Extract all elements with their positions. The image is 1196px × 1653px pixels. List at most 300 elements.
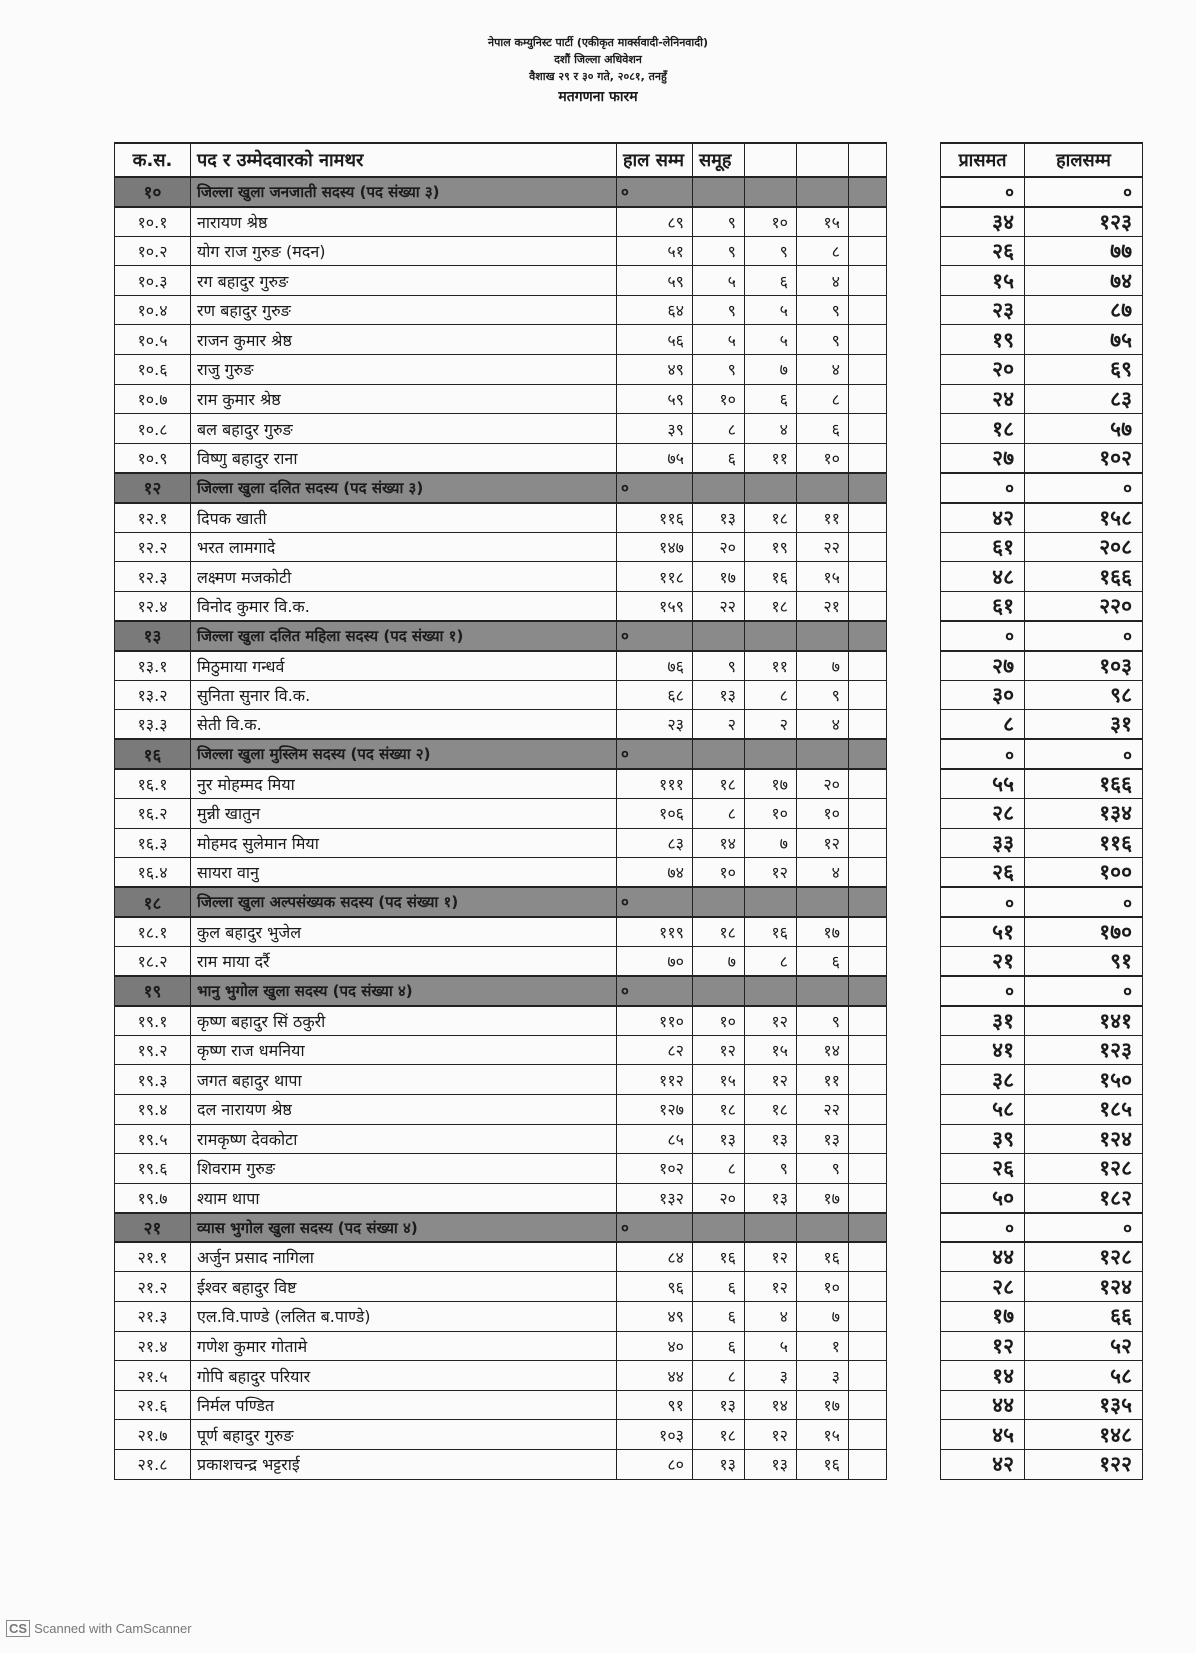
group-votes-2: १२ [745, 1272, 797, 1302]
candidate-result-row [941, 355, 1143, 385]
blank-cell [849, 946, 887, 976]
group-votes-2: १३ [745, 1183, 797, 1213]
section-blank [693, 473, 745, 503]
candidate-name: विनोद कुमार वि.क. [191, 591, 617, 621]
received-votes: २७ [941, 651, 1025, 681]
received-votes: २७ [941, 443, 1025, 473]
total-votes: ७५ [1025, 325, 1143, 355]
group-votes-2: १२ [745, 858, 797, 888]
group-votes-1: १३ [693, 680, 745, 710]
group-votes-2: ११ [745, 651, 797, 681]
section-number: १६ [115, 739, 191, 769]
votes-till-now: ८३ [617, 828, 693, 858]
section-blank [745, 1213, 797, 1243]
scanner-text: Scanned with CamScanner [34, 1621, 192, 1636]
group-votes-1: १८ [693, 917, 745, 947]
total-votes: ९८ [1025, 680, 1143, 710]
section-result-row [941, 1213, 1143, 1243]
candidate-serial: २१.२ [115, 1272, 191, 1302]
group-votes-2: ११ [745, 443, 797, 473]
total-votes: १०२ [1025, 443, 1143, 473]
convention-date: वैशाख २९ र ३० गते, २०८१, तनहुँ [529, 70, 667, 83]
group-votes-1: ८ [693, 1154, 745, 1184]
group-votes-1: १३ [693, 1390, 745, 1420]
received-votes: ० [941, 887, 1025, 917]
votes-till-now: ५९ [617, 384, 693, 414]
section-blank [745, 473, 797, 503]
votes-till-now: ३९ [617, 414, 693, 444]
candidate-serial: १०.८ [115, 414, 191, 444]
total-votes: १७० [1025, 917, 1143, 947]
votes-till-now: ७६ [617, 651, 693, 681]
received-votes: २६ [941, 858, 1025, 888]
blank-cell [849, 1006, 887, 1036]
candidate-name: सायरा वानु [191, 858, 617, 888]
candidate-row [115, 591, 887, 621]
candidate-row [115, 858, 887, 888]
total-votes: ० [1025, 887, 1143, 917]
section-blank [797, 621, 849, 651]
group-votes-1: १५ [693, 1065, 745, 1095]
header-blank [849, 143, 887, 177]
group-votes-3: ७ [797, 1302, 849, 1332]
votes-till-now: ५१ [617, 236, 693, 266]
blank-cell [849, 1450, 887, 1480]
votes-till-now: ४९ [617, 1302, 693, 1332]
candidate-row [115, 532, 887, 562]
votes-till-now: १०६ [617, 798, 693, 828]
received-votes: ५५ [941, 769, 1025, 799]
candidate-name: कृष्ण राज धमनिया [191, 1035, 617, 1065]
group-votes-3: १६ [797, 1450, 849, 1480]
blank-cell [849, 651, 887, 681]
candidate-serial: २१.५ [115, 1361, 191, 1391]
group-votes-3: १५ [797, 207, 849, 237]
blank-cell [849, 295, 887, 325]
candidate-name: नारायण श्रेष्ठ [191, 207, 617, 237]
section-blank [797, 887, 849, 917]
section-header-row [115, 887, 887, 917]
section-title: जिल्ला खुला दलित सदस्य (पद संख्या ३) [191, 473, 617, 503]
votes-till-now: २३ [617, 710, 693, 740]
section-number: १९ [115, 976, 191, 1006]
candidate-name: भरत लामगादे [191, 532, 617, 562]
group-votes-3: ४ [797, 858, 849, 888]
candidate-result-row [941, 858, 1143, 888]
blank-cell [849, 266, 887, 296]
section-blank [849, 177, 887, 207]
section-header-row [115, 621, 887, 651]
received-votes: ० [941, 473, 1025, 503]
section-result-row [941, 976, 1143, 1006]
section-number: १२ [115, 473, 191, 503]
blank-cell [849, 1094, 887, 1124]
votes-till-now: १४७ [617, 532, 693, 562]
received-votes: १८ [941, 414, 1025, 444]
section-result-row [941, 887, 1143, 917]
header-received-votes: प्रासमत [941, 143, 1025, 177]
votes-till-now: ४४ [617, 1361, 693, 1391]
group-votes-2: १३ [745, 1124, 797, 1154]
candidate-result-row [941, 236, 1143, 266]
group-votes-3: २२ [797, 1094, 849, 1124]
candidate-name: गणेश कुमार गोतामे [191, 1331, 617, 1361]
group-votes-1: १२ [693, 1035, 745, 1065]
candidate-row [115, 1302, 887, 1332]
candidate-serial: १६.२ [115, 798, 191, 828]
group-votes-3: २० [797, 769, 849, 799]
blank-cell [849, 1242, 887, 1272]
candidate-row [115, 828, 887, 858]
blank-cell [849, 562, 887, 592]
candidate-serial: १०.५ [115, 325, 191, 355]
group-votes-1: ८ [693, 414, 745, 444]
group-votes-3: १३ [797, 1124, 849, 1154]
candidate-row [115, 414, 887, 444]
candidate-name: लक्ष्मण मजकोटी [191, 562, 617, 592]
section-title: जिल्ला खुला दलित महिला सदस्य (पद संख्या १) [191, 621, 617, 651]
candidate-serial: १२.२ [115, 532, 191, 562]
group-votes-1: २० [693, 1183, 745, 1213]
received-votes: ४८ [941, 562, 1025, 592]
received-votes: ३८ [941, 1065, 1025, 1095]
candidate-row [115, 651, 887, 681]
candidate-row [115, 384, 887, 414]
votes-till-now: ४० [617, 1331, 693, 1361]
group-votes-3: ९ [797, 1006, 849, 1036]
section-blank [745, 177, 797, 207]
total-votes: ९१ [1025, 946, 1143, 976]
group-votes-3: १७ [797, 1390, 849, 1420]
candidate-name: नुर मोहम्मद मिया [191, 769, 617, 799]
votes-till-now: ११६ [617, 503, 693, 533]
group-votes-3: ७ [797, 651, 849, 681]
candidate-row [115, 1331, 887, 1361]
candidate-serial: १०.१ [115, 207, 191, 237]
group-votes-3: ८ [797, 236, 849, 266]
candidate-serial: २१.१ [115, 1242, 191, 1272]
candidate-serial: १९.२ [115, 1035, 191, 1065]
received-votes: ४२ [941, 503, 1025, 533]
total-votes: २०८ [1025, 532, 1143, 562]
total-votes: २२० [1025, 591, 1143, 621]
votes-till-now: ८० [617, 1450, 693, 1480]
candidate-row [115, 325, 887, 355]
total-votes: ० [1025, 473, 1143, 503]
candidate-serial: १६.३ [115, 828, 191, 858]
candidate-row [115, 1272, 887, 1302]
candidate-name: राजु गुरुङ [191, 355, 617, 385]
candidate-serial: १०.९ [115, 443, 191, 473]
candidate-row [115, 1035, 887, 1065]
candidate-serial: १३.१ [115, 651, 191, 681]
received-votes: ४१ [941, 1035, 1025, 1065]
section-header-row [115, 473, 887, 503]
convention-name: दशौं जिल्ला अधिवेशन [554, 53, 642, 66]
candidate-result-row [941, 1124, 1143, 1154]
total-votes: ७४ [1025, 266, 1143, 296]
group-votes-3: ९ [797, 295, 849, 325]
section-blank [797, 1213, 849, 1243]
received-votes: ५० [941, 1183, 1025, 1213]
group-votes-2: १४ [745, 1390, 797, 1420]
total-votes: १५८ [1025, 503, 1143, 533]
group-votes-1: ८ [693, 1361, 745, 1391]
vote-count-sheet [114, 142, 1144, 1550]
group-votes-1: १३ [693, 1450, 745, 1480]
blank-cell [849, 325, 887, 355]
group-votes-2: १९ [745, 532, 797, 562]
group-votes-2: १३ [745, 1450, 797, 1480]
group-votes-3: १४ [797, 1035, 849, 1065]
candidate-name: जगत बहादुर थापा [191, 1065, 617, 1095]
group-votes-3: ६ [797, 414, 849, 444]
candidate-serial: २१.३ [115, 1302, 191, 1332]
group-votes-1: ५ [693, 266, 745, 296]
received-votes: ४२ [941, 1450, 1025, 1480]
group-votes-1: १७ [693, 562, 745, 592]
received-votes: ३० [941, 680, 1025, 710]
candidate-serial: १०.४ [115, 295, 191, 325]
section-till-now: ० [617, 1213, 693, 1243]
votes-till-now: १०२ [617, 1154, 693, 1184]
candidate-row [115, 946, 887, 976]
candidate-result-row [941, 562, 1143, 592]
group-votes-2: १२ [745, 1065, 797, 1095]
group-votes-1: १० [693, 858, 745, 888]
section-header-row [115, 1213, 887, 1243]
section-title: व्यास भुगोल खुला सदस्य (पद संख्या ४) [191, 1213, 617, 1243]
candidate-name: अर्जुन प्रसाद नागिला [191, 1242, 617, 1272]
candidate-name: सेती वि.क. [191, 710, 617, 740]
candidate-result-row [941, 414, 1143, 444]
candidate-row [115, 798, 887, 828]
votes-till-now: ११९ [617, 917, 693, 947]
group-votes-1: ८ [693, 798, 745, 828]
section-blank [849, 739, 887, 769]
votes-till-now: ११० [617, 1006, 693, 1036]
total-votes: ५२ [1025, 1331, 1143, 1361]
group-votes-1: १० [693, 1006, 745, 1036]
section-blank [693, 1213, 745, 1243]
section-blank [797, 177, 849, 207]
candidate-result-row [941, 1183, 1143, 1213]
section-blank [745, 976, 797, 1006]
candidate-name: दल नारायण श्रेष्ठ [191, 1094, 617, 1124]
candidate-result-row [941, 1390, 1143, 1420]
total-votes: १२३ [1025, 1035, 1143, 1065]
section-blank [849, 473, 887, 503]
group-votes-2: १६ [745, 917, 797, 947]
blank-cell [849, 1361, 887, 1391]
group-votes-2: १० [745, 798, 797, 828]
group-votes-2: १० [745, 207, 797, 237]
candidate-name: राम माया दर्रै [191, 946, 617, 976]
candidate-row [115, 917, 887, 947]
received-votes: २१ [941, 946, 1025, 976]
group-votes-3: १२ [797, 828, 849, 858]
section-title: जिल्ला खुला जनजाती सदस्य (पद संख्या ३) [191, 177, 617, 207]
total-votes: ८३ [1025, 384, 1143, 414]
header-total-votes: हालसम्म [1025, 143, 1143, 177]
candidate-result-row [941, 295, 1143, 325]
table-header [115, 143, 887, 177]
blank-cell [849, 414, 887, 444]
group-votes-2: ३ [745, 1361, 797, 1391]
votes-till-now: ८९ [617, 207, 693, 237]
result-table [940, 142, 1143, 1480]
candidate-name: मोहमद सुलेमान मिया [191, 828, 617, 858]
votes-till-now: १५९ [617, 591, 693, 621]
group-votes-2: १८ [745, 1094, 797, 1124]
total-votes: ० [1025, 976, 1143, 1006]
group-votes-3: १० [797, 1272, 849, 1302]
received-votes: १५ [941, 266, 1025, 296]
candidate-name: राम कुमार श्रेष्ठ [191, 384, 617, 414]
candidate-result-row [941, 1154, 1143, 1184]
section-result-row [941, 739, 1143, 769]
blank-cell [849, 503, 887, 533]
received-votes: ३१ [941, 1006, 1025, 1036]
candidate-serial: १९.५ [115, 1124, 191, 1154]
group-votes-2: ५ [745, 295, 797, 325]
received-votes: १४ [941, 1361, 1025, 1391]
section-till-now: ० [617, 887, 693, 917]
candidate-name: प्रकाशचन्द्र भट्टराई [191, 1450, 617, 1480]
votes-till-now: ८५ [617, 1124, 693, 1154]
candidate-result-row [941, 710, 1143, 740]
group-votes-1: ९ [693, 236, 745, 266]
total-votes: ० [1025, 1213, 1143, 1243]
section-header-row [115, 177, 887, 207]
blank-cell [849, 1183, 887, 1213]
total-votes: १४८ [1025, 1420, 1143, 1450]
group-votes-3: १६ [797, 1242, 849, 1272]
group-votes-2: ७ [745, 828, 797, 858]
candidate-row [115, 295, 887, 325]
candidate-row [115, 1183, 887, 1213]
total-votes: ५८ [1025, 1361, 1143, 1391]
received-votes: ० [941, 739, 1025, 769]
candidate-result-row [941, 591, 1143, 621]
votes-till-now: ७० [617, 946, 693, 976]
header-group: समूह [693, 143, 745, 177]
group-votes-3: ४ [797, 355, 849, 385]
blank-cell [849, 680, 887, 710]
section-blank [693, 177, 745, 207]
candidate-result-row [941, 1331, 1143, 1361]
votes-till-now: ६४ [617, 295, 693, 325]
form-title: मतगणना फारम [558, 89, 638, 105]
group-votes-2: ५ [745, 1331, 797, 1361]
group-votes-3: २१ [797, 591, 849, 621]
blank-cell [849, 236, 887, 266]
candidate-name: योग राज गुरुङ (मदन) [191, 236, 617, 266]
group-votes-3: ४ [797, 710, 849, 740]
total-votes: ११६ [1025, 828, 1143, 858]
candidate-name: निर्मल पण्डित [191, 1390, 617, 1420]
candidate-row [115, 443, 887, 473]
candidate-result-row [941, 1420, 1143, 1450]
group-votes-1: १३ [693, 503, 745, 533]
received-votes: ३९ [941, 1124, 1025, 1154]
candidate-name: सुनिता सुनार वि.क. [191, 680, 617, 710]
votes-till-now: ६८ [617, 680, 693, 710]
total-votes: ० [1025, 621, 1143, 651]
section-result-row [941, 177, 1143, 207]
candidate-serial: १६.४ [115, 858, 191, 888]
group-votes-1: ५ [693, 325, 745, 355]
section-number: २१ [115, 1213, 191, 1243]
section-title: जिल्ला खुला अल्पसंख्यक सदस्य (पद संख्या १) [191, 887, 617, 917]
section-blank [849, 887, 887, 917]
total-votes: १२४ [1025, 1272, 1143, 1302]
candidate-name: शिवराम गुरुङ [191, 1154, 617, 1184]
candidate-row [115, 1390, 887, 1420]
group-votes-2: १८ [745, 503, 797, 533]
total-votes: १०० [1025, 858, 1143, 888]
blank-cell [849, 355, 887, 385]
candidate-serial: १२.४ [115, 591, 191, 621]
section-header-row [115, 739, 887, 769]
total-votes: १८२ [1025, 1183, 1143, 1213]
group-votes-3: १५ [797, 562, 849, 592]
blank-cell [849, 917, 887, 947]
received-votes: २६ [941, 1154, 1025, 1184]
candidate-serial: २१.८ [115, 1450, 191, 1480]
candidate-name: मुन्नी खातुन [191, 798, 617, 828]
candidate-row [115, 503, 887, 533]
section-blank [745, 739, 797, 769]
received-votes: १२ [941, 1331, 1025, 1361]
total-votes: १२३ [1025, 207, 1143, 237]
candidate-row [115, 1006, 887, 1036]
blank-cell [849, 1331, 887, 1361]
candidate-result-row [941, 1242, 1143, 1272]
candidate-serial: १९.६ [115, 1154, 191, 1184]
candidate-row [115, 1094, 887, 1124]
blank-cell [849, 591, 887, 621]
group-votes-1: २ [693, 710, 745, 740]
total-votes: १२८ [1025, 1154, 1143, 1184]
candidate-table [114, 142, 887, 1480]
votes-till-now: १३२ [617, 1183, 693, 1213]
received-votes: २६ [941, 236, 1025, 266]
section-blank [797, 473, 849, 503]
candidate-serial: १६.१ [115, 769, 191, 799]
group-votes-3: १० [797, 798, 849, 828]
received-votes: ० [941, 1213, 1025, 1243]
blank-cell [849, 443, 887, 473]
candidate-serial: १०.७ [115, 384, 191, 414]
candidate-row [115, 207, 887, 237]
blank-cell [849, 384, 887, 414]
candidate-result-row [941, 1361, 1143, 1391]
section-blank [849, 976, 887, 1006]
candidate-serial: २१.४ [115, 1331, 191, 1361]
received-votes: ४५ [941, 1420, 1025, 1450]
group-votes-3: ३ [797, 1361, 849, 1391]
group-votes-3: ९ [797, 325, 849, 355]
votes-till-now: १११ [617, 769, 693, 799]
candidate-result-row [941, 946, 1143, 976]
candidate-serial: १०.६ [115, 355, 191, 385]
received-votes: ० [941, 621, 1025, 651]
group-votes-1: १८ [693, 1420, 745, 1450]
section-till-now: ० [617, 473, 693, 503]
candidate-result-row [941, 503, 1143, 533]
group-votes-2: १५ [745, 1035, 797, 1065]
